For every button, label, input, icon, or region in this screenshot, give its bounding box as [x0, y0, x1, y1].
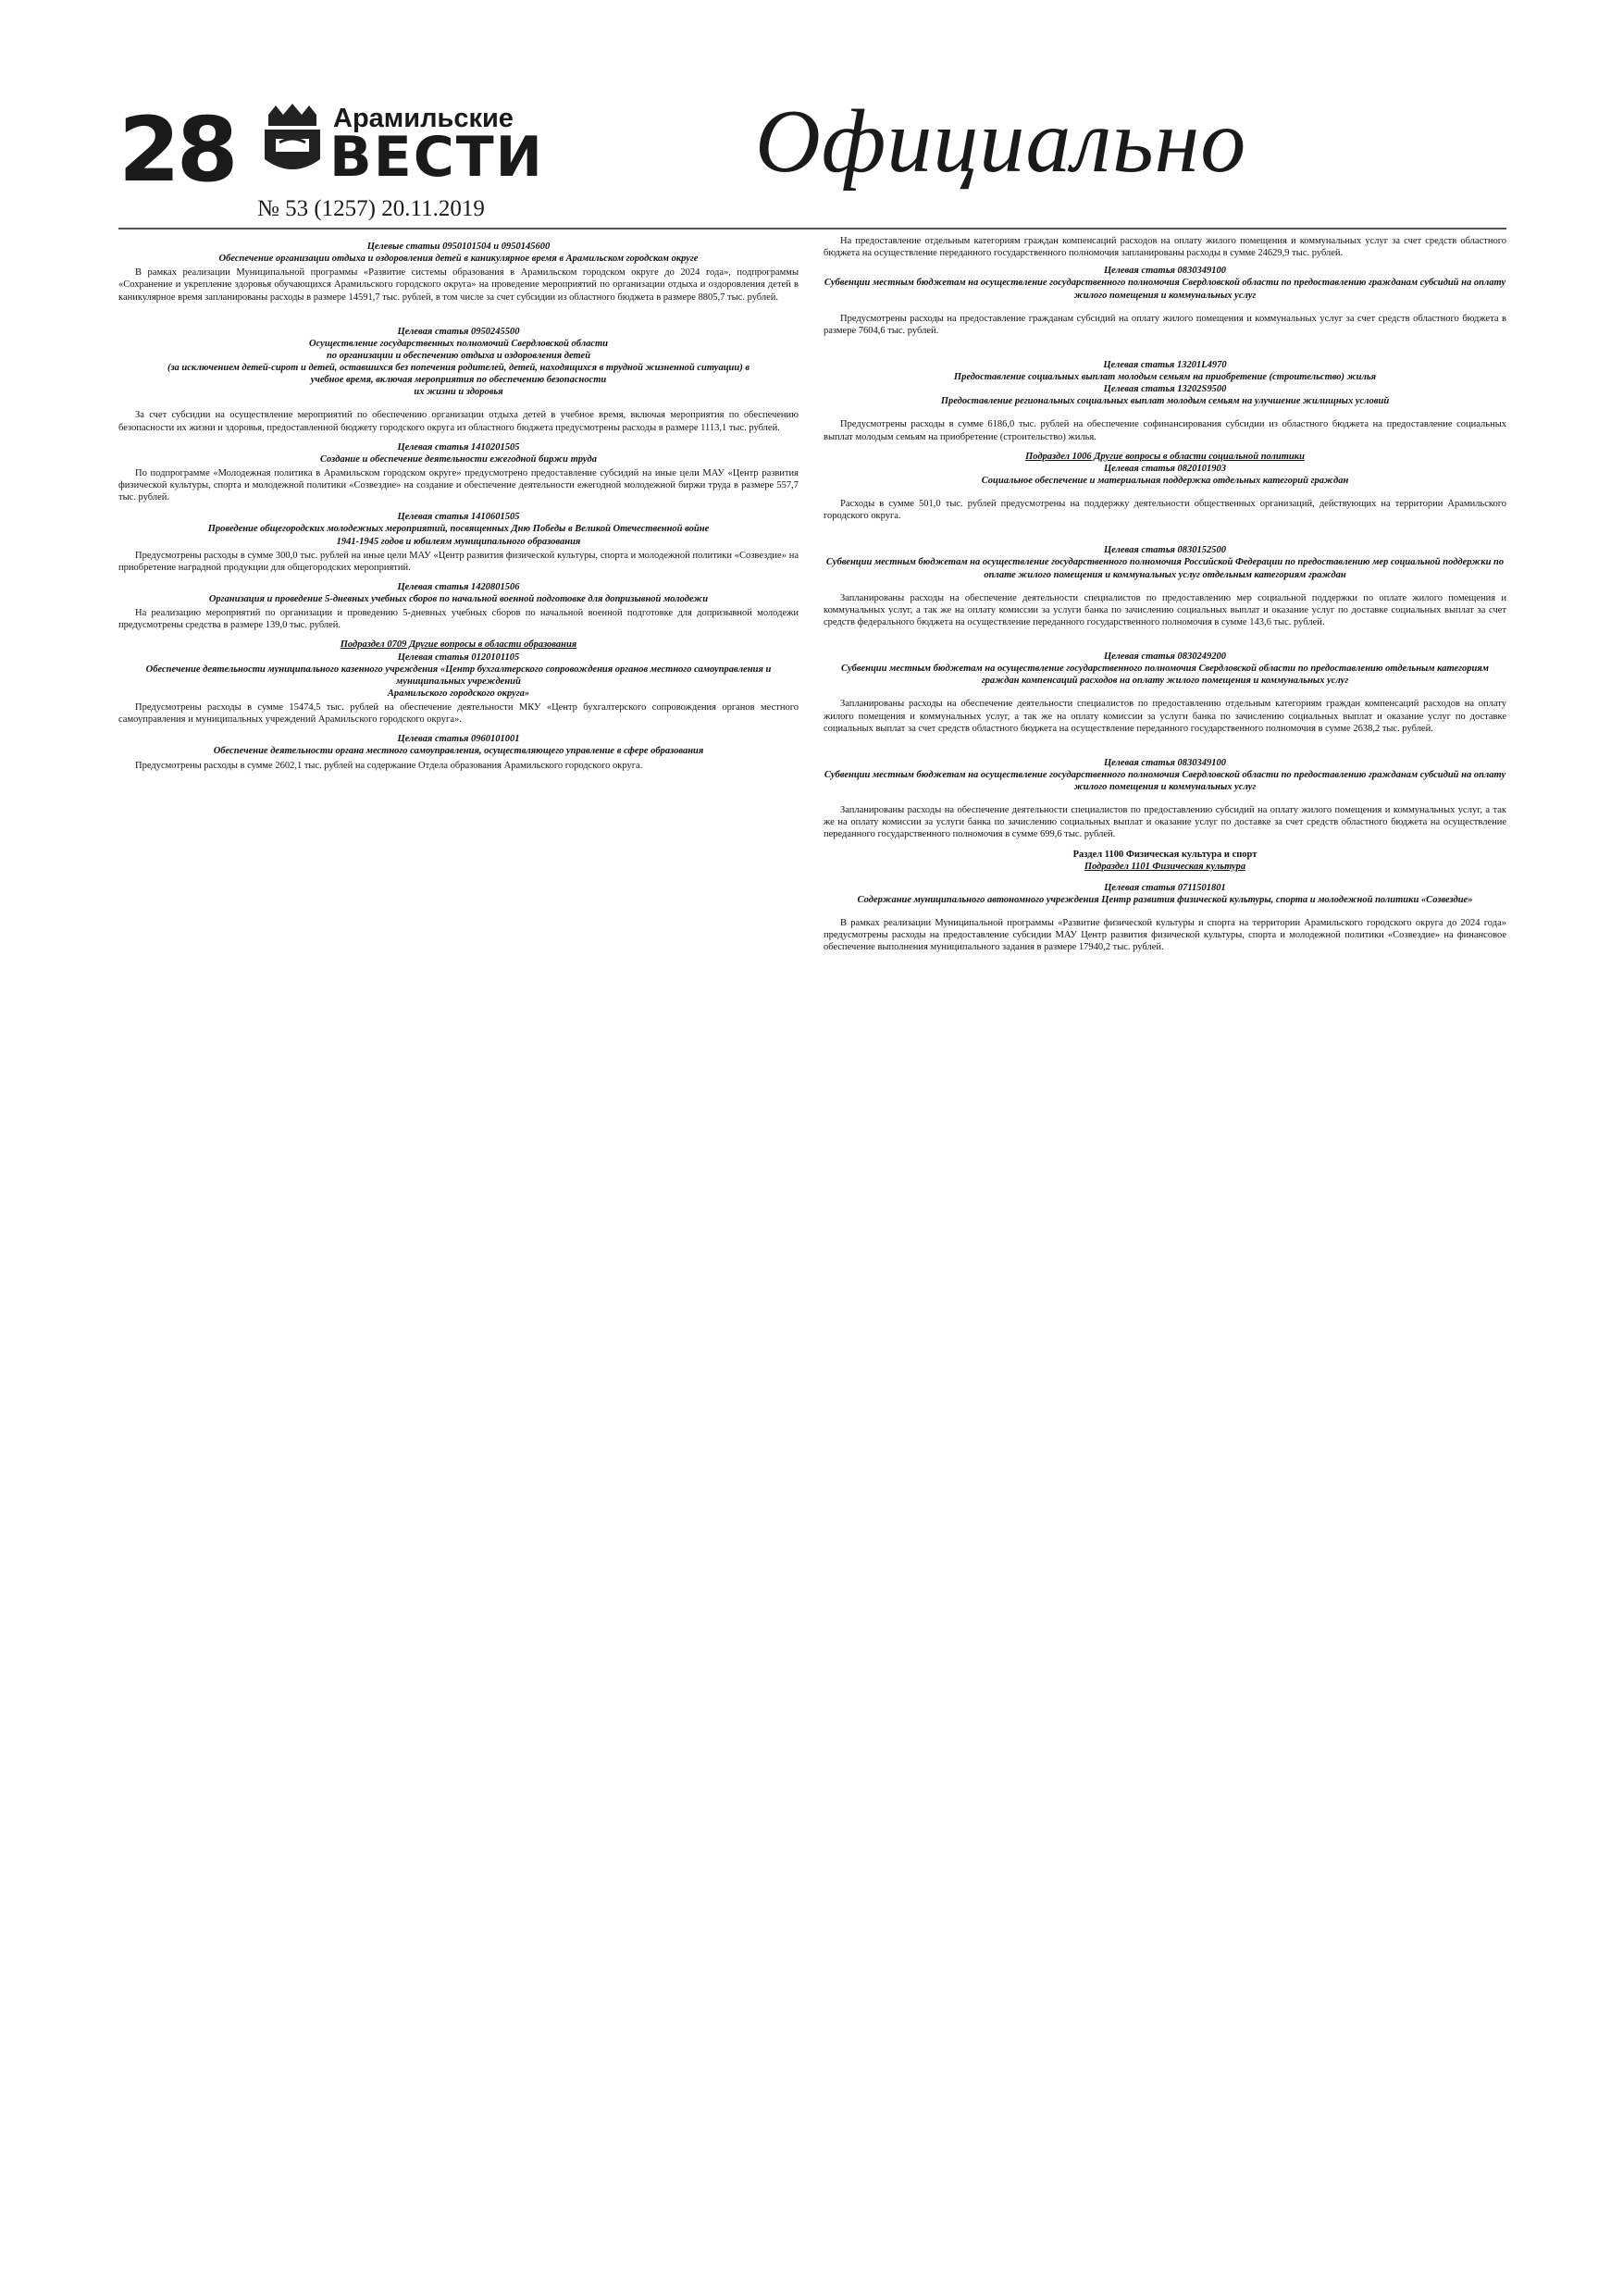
block-text: За счет субсидии на осуществление мероприятий по обеспечению организации отдыха детей в учебное время, включая мероприятия по обеспечению безопасности их жизни и здоровья, предоставленной бюджету городского округа из областного бюджета предусмотрены расходы в размере 1113,1 тыс. рублей. — [118, 410, 799, 433]
block-title: Целевая статья 0830349100 — [1103, 757, 1227, 768]
block-title: Целевая статья 1420801506 — [397, 581, 520, 592]
section-heading: Раздел 1100 Физическая культура и спорт — [1072, 849, 1258, 860]
block-text: Предусмотрены расходы в сумме 2602,1 тыс. рублей на содержание Отдела образования Арамильского городского округа. — [135, 760, 643, 771]
block-subtitle: Арамильского городского округа» — [387, 688, 530, 699]
block-title: Целевые статьи 0950101504 и 0950145600 — [366, 242, 551, 252]
block-text: В рамках реализации Муниципальной программы «Развитие физической культуры и спорта на территории Арамильского городского округа до 2024 года» предусмотрены расходы на предоставление субсидии МАУ Центр развития физической культуры, спорта и молодежной политики «Созвездие» на финансовое обеспечение выполнения муниципального задания в размере 17940,2 тыс. рублей. — [824, 918, 1506, 953]
block-subtitle: Обеспечение деятельности органа местного самоуправления, осуществляющего управление в сфере образования — [213, 746, 704, 757]
block-title: Целевая статья 0960101001 — [397, 734, 520, 745]
block-title: Целевая статья 0830249200 — [1103, 652, 1227, 662]
brand-title: ВЕСТИ — [329, 125, 544, 190]
block-subtitle: Субвенции местным бюджетам на осуществление государственного полномочия Свердловской области по предоставлению отдельным категориям граждан компенсаций расходов на оплату жилого помещения и коммунальных услуг — [841, 664, 1489, 687]
block-subtitle: Субвенции местным бюджетам на осуществление государственного полномочия Свердловской области по предоставлению гражданам субсидий на оплату жилого помещения и коммунальных услуг — [824, 278, 1506, 301]
block-title: Целевая статья 0120101105 — [397, 652, 520, 663]
block-text: Предусмотрены расходы на предоставление гражданам субсидий на оплату жилого помещения и коммунальных услуг за счет средств областного бюджета в размере 7604,6 тыс. рублей. — [824, 313, 1506, 336]
block-subtitle: Предоставление региональных социальных выплат молодым семьям на улучшение жилищных условий — [940, 396, 1390, 407]
right-column — [824, 233, 1506, 959]
block-subtitle: их жизни и здоровья — [414, 387, 503, 398]
block-text: По подпрограмме «Молодежная политика в Арамильском городском округе» предусмотрено предоставление субсидий на иные цели МАУ «Центр развития физической культуры, спорта и молодежной политики «Созвездие» на создание и обеспечение деятельности ежегодной молодежной биржи труда в размере 557,7 тыс. рублей. — [118, 467, 799, 503]
subsection-title: Подраздел 1006 Другие вопросы в области социальной политики — [1025, 451, 1305, 462]
block-title: Целевая статья 13201L4970 — [1103, 359, 1227, 370]
header-divider — [118, 228, 1506, 230]
block-text: На предоставление отдельным категориям граждан компенсаций расходов на оплату жилого помещения и коммунальных услуг за счет средств областного бюджета на осуществление переданного государственного полномочия запланированы расходы в сумме 24629,9 тыс. рублей. — [824, 236, 1506, 259]
subsection-title: Подраздел 1101 Физическая культура — [1084, 861, 1246, 872]
block-title: Целевая статья 0950245500 — [397, 326, 520, 337]
block-subtitle: Создание и обеспечение деятельности ежегодной биржи труда — [319, 453, 597, 465]
block-subtitle: Социальное обеспечение и материальная поддержка отдельных категорий граждан — [981, 475, 1349, 486]
block-subtitle: Субвенции местным бюджетам на осуществление государственного полномочия Российской Федерации по предоставлению мер социальной поддержки по оплате жилого помещения и коммунальных услуг отдельным категориям граждан — [825, 557, 1505, 580]
block-title: Целевая статья 13202S9500 — [1103, 384, 1227, 395]
block-title: Целевая статья 0830152500 — [1103, 545, 1227, 556]
block-text: Запланированы расходы на обеспечение деятельности специалистов по предоставлению мер социальной поддержки по оплате жилого помещения и коммунальных услуг, а так же на оплату комиссии за услуги банка по зачислению социальных выплат и оказание услуг по доставке социальных выплат за счет средств федерального бюджета на осуществление переданного государственного полномочия в сумме 143,6 тыс. рублей. — [824, 592, 1506, 627]
block-text: Расходы в сумме 501,0 тыс. рублей предусмотрены на поддержку деятельности общественных организаций, действующих на территории Арамильского городского округа. — [824, 499, 1506, 522]
block-title: Целевая статья 0830349100 — [1103, 266, 1227, 277]
block-text: Предусмотрены расходы в сумме 300,0 тыс. рублей на иные цели МАУ «Центр развития физической культуры, спорта и молодежной политики «Созвездие» на приобретение наградной продукции для общегородских мероприятий. — [118, 550, 799, 573]
block-subtitle: Субвенции местным бюджетам на осуществление государственного полномочия Свердловской области по предоставлению гражданам субсидий на оплату жилого помещения и коммунальных услуг — [824, 769, 1506, 792]
section-title: Официально — [755, 92, 1247, 192]
block-text: На реализацию мероприятий по организации и проведению 5-дневных учебных сборов по начальной военной подготовке для допризывной молодежи предусмотрены средства в размере 139,0 тыс. рублей. — [118, 608, 799, 631]
block-text: В рамках реализации Муниципальной программы «Развитие системы образования в Арамильском городском округе до 2024 года», подпрограммы «Сохранение и укрепление здоровья обучающихся Арамильского городского округа» на проведение мероприятий по организации отдыха и оздоровления детей в каникулярное время запланированы расходы в размере 14591,7 тыс. рублей, в том числе за счет субсидии из областного бюджета в размере 8805,7 тыс. рублей. — [118, 267, 799, 303]
block-subtitle: Проведение общегородских молодежных мероприятий, посвященных Дню Победы в Великой Отечественной войне — [207, 524, 710, 535]
block-text: Запланированы расходы на обеспечение деятельности специалистов по предоставлению отдельным категориям граждан компенсаций расходов на оплату жилого помещения и коммунальных услуг, а так же на оплату комиссии за услуги банка по зачислению социальных выплат и оказание услуг по доставке социальных выплат за счет средств областного бюджета на осуществление переданного государственного полномочия в сумме 2638,2 тыс. рублей. — [824, 699, 1506, 734]
block-text: Предусмотрены расходы в сумме 6186,0 тыс. рублей на обеспечение софинансирования субсидии из областного бюджета на предоставление социальных выплат молодым семьям на приобретение (строительство) жилья. — [824, 419, 1506, 442]
block-subtitle: Осуществление государственных полномочий Свердловской области — [309, 338, 608, 349]
block-subtitle: Содержание муниципального автономного учреждения Центр развития физической культуры, спорта и молодежной политики «Созвездие» — [857, 894, 1473, 905]
left-column — [118, 233, 799, 777]
block-text: Запланированы расходы на обеспечение деятельности специалистов по предоставлению субсидий на оплату жилого помещения и коммунальных услуг, а так же на оплату комиссии за услуги банка по зачислению социальных выплат и оказание услуг по доставке за счет средств областного бюджета на осуществление переданного государственного полномочия в сумме 699,6 тыс. рублей. — [824, 805, 1506, 840]
masthead — [118, 93, 1525, 231]
block-subtitle: 1941-1945 годов и юбилеям муниципального образования — [336, 536, 581, 547]
block-subtitle: Предоставление социальных выплат молодым семьям на приобретение (строительство) жилья — [953, 372, 1377, 382]
block-title: Целевая статья 1410201505 — [397, 441, 520, 453]
block-subtitle: по организации и обеспечению отдыха и оздоровления детей — [326, 350, 591, 361]
block-title: Целевая статья 0711501801 — [1104, 882, 1226, 893]
block-title: Целевая статья 0820101903 — [1103, 463, 1227, 474]
block-subtitle: учебное время, включая мероприятия по обеспечению безопасности — [310, 375, 607, 386]
block-subtitle: Обеспечение деятельности муниципального казенного учреждения «Центр бухгалтерского сопровождения органов местного самоуправления и муниципальных учреждений — [145, 664, 772, 687]
subsection-title: Подраздел 0709 Другие вопросы в области образования — [340, 639, 577, 651]
block-subtitle: Организация и проведение 5-дневных учебных сборов по начальной военной подготовке для допризывной молодежи — [208, 594, 709, 604]
coat-of-arms-icon — [255, 102, 329, 181]
block-subtitle: Обеспечение организации отдыха и оздоровления детей в каникулярное время в Арамильском городском округе — [218, 254, 699, 265]
block-text: Предусмотрены расходы в сумме 15474,5 тыс. рублей на обеспечение деятельности МКУ «Центр бухгалтерского сопровождения органов местного самоуправления и муниципальных учреждений Арамильского городского округа». — [118, 702, 799, 726]
block-subtitle: (за исключением детей-сирот и детей, оставшихся без попечения родителей, детей, находящихся в трудной жизненной ситуации) в — [167, 363, 750, 373]
block-title: Целевая статья 1410601505 — [397, 512, 520, 523]
issue-info: № 53 (1257) 20.11.2019 — [257, 196, 485, 221]
page-number: 28 — [118, 98, 235, 202]
brand-subtitle: Арамильские — [333, 104, 514, 133]
